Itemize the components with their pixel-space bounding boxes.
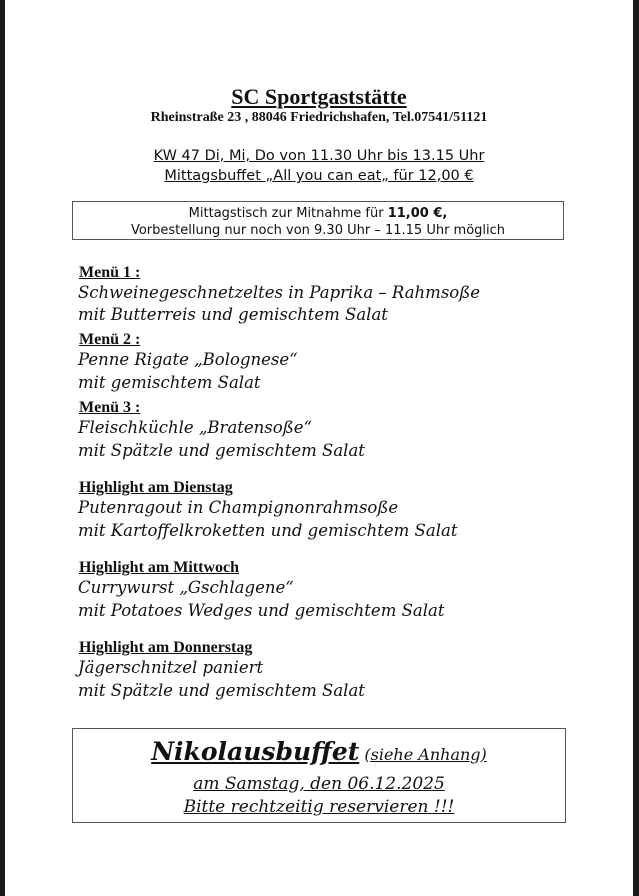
nikolaus-reserve: Bitte rechtzeitig reservieren !!! — [183, 797, 455, 817]
dish-sides: mit Potatoes Wedges und gemischtem Salat — [78, 601, 445, 620]
dish-name: Putenragout in Champignonrahmsoße — [78, 498, 399, 517]
menu-heading: Menü 1 : — [79, 264, 141, 281]
dish-name: Fleischküchle „Bratensoße“ — [78, 418, 312, 437]
buffet-price: Mittagsbuffet „All you can eat„ für 12,00 € — [164, 168, 474, 184]
highlight-heading: Highlight am Dienstag — [79, 479, 233, 496]
dish-name: Schweinegeschnetzeltes in Paprika – Rahmsoße — [78, 283, 481, 302]
dish-name: Penne Rigate „Bolognese“ — [78, 350, 298, 369]
menu-page — [5, 0, 633, 896]
page-title: SC Sportgaststätte — [231, 84, 407, 109]
dish-sides: mit Butterreis und gemischtem Salat — [78, 305, 388, 324]
nikolaus-title-line — [73, 737, 565, 766]
dish-sides: mit Spätzle und gemischtem Salat — [78, 681, 365, 700]
takeaway-price-line — [73, 206, 563, 221]
highlight-heading: Highlight am Mittwoch — [79, 559, 239, 576]
dish-name: Jägerschnitzel paniert — [78, 658, 264, 677]
dish-sides: mit Spätzle und gemischtem Salat — [78, 441, 365, 460]
menu-heading: Menü 3 : — [79, 399, 141, 416]
nikolaus-title: Nikolausbuffet — [151, 737, 360, 766]
menu-heading: Menü 2 : — [79, 331, 141, 348]
takeaway-price: 11,00 €, — [387, 206, 448, 221]
takeaway-box — [72, 201, 564, 240]
opening-hours: KW 47 Di, Mi, Do von 11.30 Uhr bis 13.15 Uhr — [153, 148, 485, 164]
nikolaus-box — [72, 728, 566, 823]
dish-sides: mit Kartoffelkroketten und gemischtem Salat — [78, 521, 458, 540]
dish-sides: mit gemischtem Salat — [78, 373, 261, 392]
highlight-heading: Highlight am Donnerstag — [79, 639, 253, 656]
dish-name: Currywurst „Gschlagene“ — [78, 578, 294, 597]
nikolaus-note: (siehe Anhang) — [364, 745, 487, 764]
preorder-note: Vorbestellung nur noch von 9.30 Uhr – 11.15 Uhr möglich — [130, 223, 506, 238]
takeaway-label: Mittagstisch zur Mitnahme für — [188, 206, 388, 221]
address-line: Rheinstraße 23 , 88046 Friedrichshafen, Tel.07541/51121 — [150, 110, 488, 125]
nikolaus-date: am Samstag, den 06.12.2025 — [193, 774, 445, 794]
